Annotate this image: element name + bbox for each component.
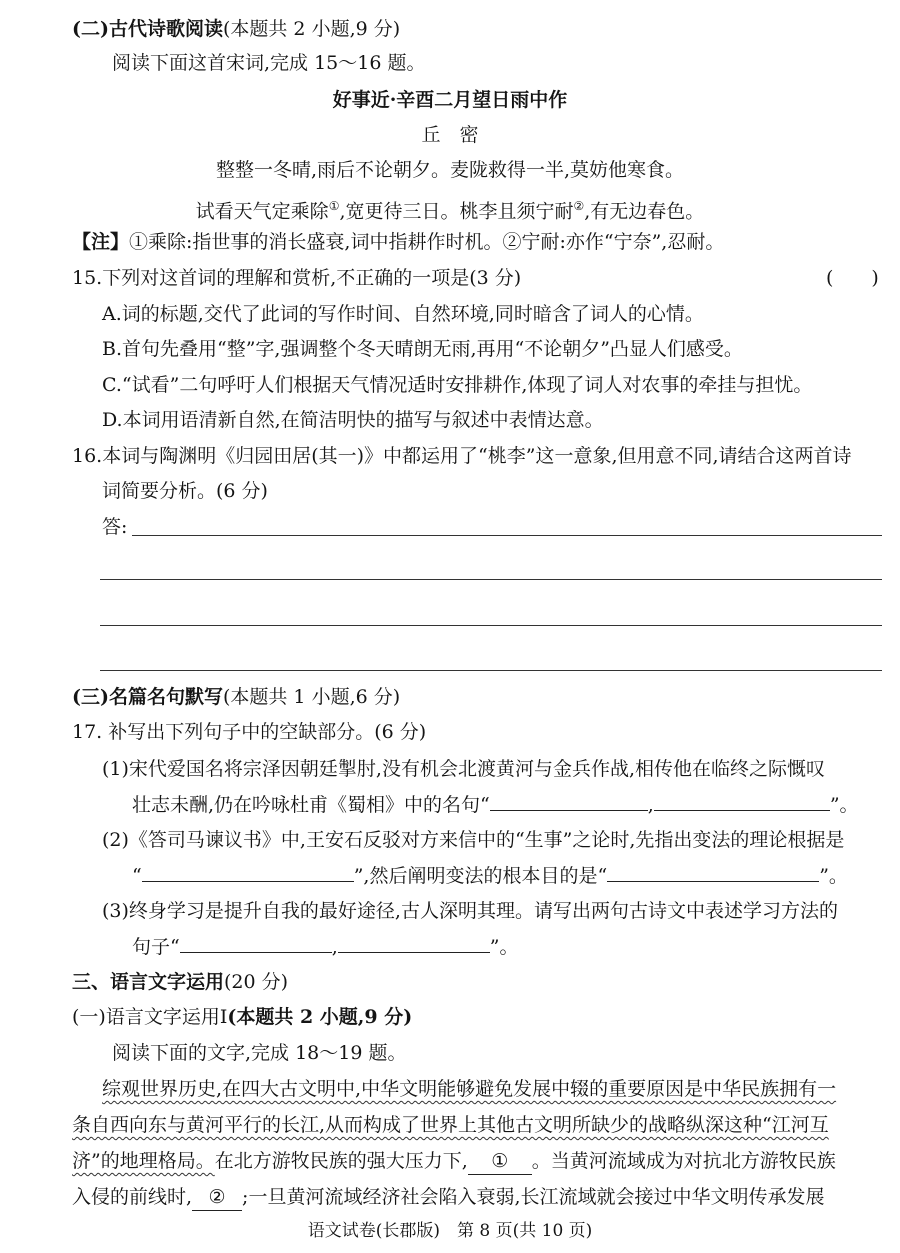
sub-heading-note: (本题共 2 小题,9 分) (227, 1006, 413, 1028)
q17-item-1-line-2 (132, 792, 859, 818)
q17-text: , (331, 936, 338, 958)
sub-heading-language-use-1 (72, 1004, 412, 1030)
passage-line-2 (72, 1112, 829, 1138)
q15-option-a: A.词的标题,交代了此词的写作时间、自然环境,同时暗含了词人的心情。 (102, 303, 704, 325)
passage-blank-1[interactable]: ① (468, 1148, 532, 1175)
part-heading-note: (20 分) (224, 971, 289, 993)
q17-text: ”。 (819, 865, 848, 887)
fill-blank[interactable] (490, 792, 648, 811)
passage-blank-2[interactable]: ② (192, 1184, 242, 1211)
footnote-marker-2: ② (573, 199, 585, 213)
q15-option-b: B.首句先叠用“整”字,强调整个冬天晴朗无雨,再用“不论朝夕”凸显人们感受。 (102, 338, 743, 360)
q17-text: , (647, 794, 654, 816)
answer-line[interactable] (100, 625, 882, 626)
passage-line-3 (72, 1148, 836, 1175)
poem-line-2-part: ,有无边春色。 (584, 200, 705, 223)
answer-line[interactable] (100, 579, 882, 580)
section-heading-text: (二)古代诗歌阅读 (72, 18, 223, 40)
passage-wavy-text: 济”的地理格局。 (72, 1150, 215, 1172)
poem-author: 丘 密 (421, 124, 479, 146)
sub-heading-text: (一)语言文字运用Ⅰ (72, 1006, 228, 1028)
q17-text: ”。 (489, 936, 519, 958)
fill-blank[interactable] (142, 863, 354, 882)
q15-option-d: D.本词用语清新自然,在简洁明快的描写与叙述中表情达意。 (102, 409, 604, 431)
q17-text: 句子“ (132, 936, 180, 958)
passage-wavy-text: 条自西向东与黄河平行的长江,从而构成了世界上其他古文明所缺少的战略纵深这种“江河互 (72, 1114, 829, 1136)
section-heading-ancient-poetry (72, 16, 400, 42)
footnote-marker-1: ① (328, 199, 340, 213)
fill-blank[interactable] (607, 863, 819, 882)
passage-line-4 (72, 1184, 825, 1211)
fill-blank[interactable] (338, 934, 490, 953)
poem-title: 好事近·辛酉二月望日雨中作 (332, 89, 568, 111)
passage-text: 入侵的前线时, (72, 1186, 193, 1208)
q17-text: ”,然后阐明变法的根本目的是“ (353, 865, 608, 887)
poem-line-1: 整整一冬晴,雨后不论朝夕。麦陇救得一半,莫妨他寒食。 (215, 159, 685, 181)
section-heading-note: (本题共 2 小题,9 分) (222, 18, 401, 40)
q17-item-2-line-1: (2)《答司马谏议书》中,王安石反驳对方来信中的“生事”之论时,先指出变法的理论根据是 (102, 829, 845, 851)
q16-stem-line-2: 词简要分析。(6 分) (102, 480, 268, 502)
poem-line-2-part: 试看天气定乘除 (195, 200, 329, 223)
q17-text: “ (132, 865, 142, 887)
answer-line[interactable] (132, 535, 882, 536)
passage-text: ;一旦黄河流域经济社会陷入衰弱,长江流域就会接过中华文明传承发展 (242, 1186, 825, 1208)
passage-text: 。当黄河流域成为对抗北方游牧民族 (531, 1150, 836, 1172)
q15-stem: 15.下列对这首词的理解和赏析,不正确的一项是(3 分) (72, 267, 522, 289)
passage-wavy-text: 综观世界历史,在四大古文明中,中华文明能够避免发展中辍的重要原因是中华民族拥有一 (102, 1078, 837, 1100)
note-label: 【注】 (72, 231, 130, 253)
q17-item-3-line-1: (3)终身学习是提升自我的最好途径,古人深明其理。请写出两句古诗文中表述学习方法的 (102, 900, 838, 922)
fill-blank[interactable] (654, 792, 830, 811)
q17-text: ”。 (829, 794, 859, 816)
poem-line-2-part: ,宽更待三日。桃李且须宁耐 (339, 200, 574, 223)
q17-text: 壮志未酬,仍在吟咏杜甫《蜀相》中的名句“ (132, 794, 490, 816)
fill-blank[interactable] (180, 934, 332, 953)
poem-line-2 (0, 193, 900, 224)
q16-stem-line-1: 16.本词与陶渊明《归园田居(其一)》中都运用了“桃李”这一意象,但用意不同,请结合这两首诗 (72, 445, 852, 467)
q17-item-3-line-2 (132, 934, 518, 960)
note-text: ①乘除:指世事的消长盛衰,词中指耕作时机。②宁耐:亦作“宁奈”,忍耐。 (129, 231, 725, 253)
part3-intro: 阅读下面的文字,完成 18～19 题。 (112, 1042, 407, 1064)
part-heading-language-use (72, 969, 288, 995)
poem-note (72, 229, 724, 255)
q16-answer-label: 答: (102, 516, 128, 538)
section-heading-dictation (72, 684, 400, 710)
q17-stem: 17. 补写出下列句子中的空缺部分。(6 分) (72, 721, 427, 743)
section-heading-text: (三)名篇名句默写 (72, 686, 223, 708)
answer-line[interactable] (100, 670, 882, 671)
q17-item-1-line-1: (1)宋代爱国名将宗泽因朝廷掣肘,没有机会北渡黄河与金兵作战,相传他在临终之际慨叹 (102, 758, 825, 780)
q15-option-c: C.“试看”二句呼吁人们根据天气情况适时安排耕作,体现了词人对农事的牵挂与担忧。 (102, 374, 813, 396)
passage-text: 在北方游牧民族的强大压力下, (214, 1150, 468, 1172)
section-intro: 阅读下面这首宋词,完成 15～16 题。 (112, 52, 426, 74)
section-heading-note: (本题共 1 小题,6 分) (222, 686, 401, 708)
page-footer: 语文试卷(长郡版) 第 8 页(共 10 页) (307, 1221, 593, 1241)
part-heading-text: 三、语言文字运用 (72, 971, 225, 993)
passage-line-1 (102, 1076, 836, 1102)
q15-answer-paren[interactable]: ( ) (826, 267, 879, 289)
q17-item-2-line-2 (132, 863, 848, 889)
